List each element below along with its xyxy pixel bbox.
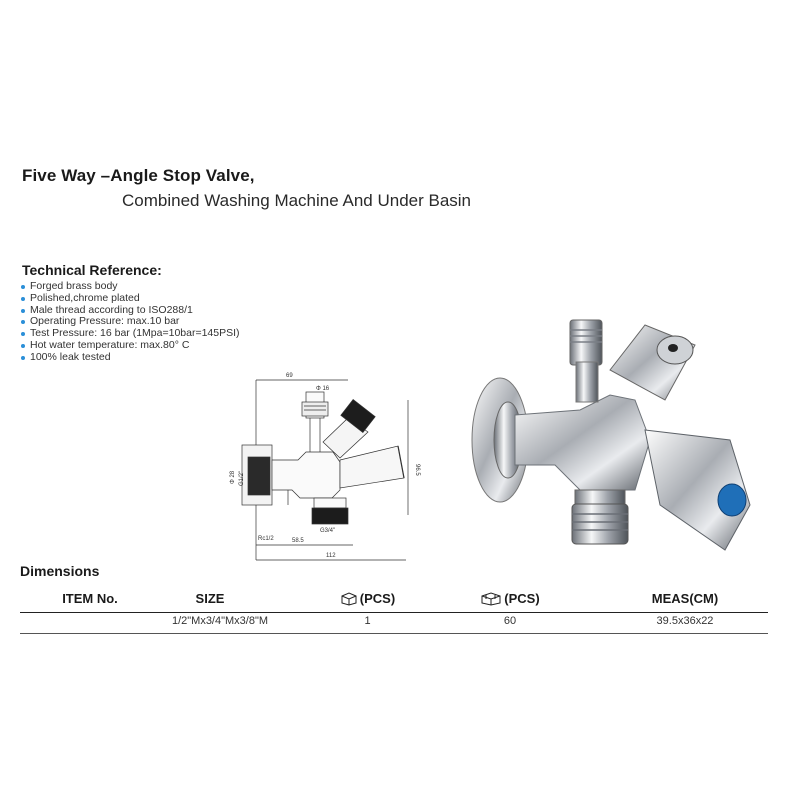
product-subtitle: Combined Washing Machine And Under Basin bbox=[122, 191, 472, 210]
inner-box-icon bbox=[340, 591, 358, 606]
dimensions-heading: Dimensions bbox=[20, 563, 100, 579]
dim-bottom-thread: G3/4" bbox=[320, 528, 336, 534]
technical-drawing bbox=[228, 360, 438, 570]
header-meas: MEAS(CM) bbox=[651, 591, 719, 606]
dim-height: 96.5 bbox=[414, 464, 420, 476]
bullet-icon bbox=[21, 285, 25, 289]
cell-size: 1/2"Mx3/4"Mx3/8"M bbox=[171, 615, 269, 627]
product-photo bbox=[460, 300, 760, 565]
dim-top-thread: Φ 16 bbox=[316, 386, 330, 392]
bullet-icon bbox=[21, 344, 25, 348]
bullet-icon bbox=[21, 297, 25, 301]
header-inner-pcs: (PCS) bbox=[330, 591, 405, 606]
header-outer-pcs: (PCS) bbox=[470, 591, 550, 606]
spec-item: Hot water temperature: max.80° C bbox=[20, 340, 240, 352]
dim-mid: 58.5 bbox=[292, 538, 304, 544]
table-rule-top bbox=[20, 612, 768, 613]
bullet-icon bbox=[21, 332, 25, 336]
cell-inner-pcs: 1 bbox=[364, 615, 371, 627]
header-size: SIZE bbox=[195, 591, 225, 606]
cell-outer-pcs: 60 bbox=[503, 615, 517, 627]
bullet-icon bbox=[21, 309, 25, 313]
dimensions-table-header bbox=[20, 589, 768, 611]
bullet-icon bbox=[21, 320, 25, 324]
outer-box-icon bbox=[480, 591, 502, 606]
technical-reference-heading: Technical Reference: bbox=[22, 262, 162, 278]
table-row bbox=[20, 615, 768, 631]
spec-item: Operating Pressure: max.10 bar bbox=[20, 316, 240, 328]
dim-total: 112 bbox=[326, 553, 336, 559]
cell-meas: 39.5x36x22 bbox=[656, 615, 714, 627]
dim-left-thread: G1/2" bbox=[239, 470, 245, 486]
product-title: Five Way –Angle Stop Valve, bbox=[22, 166, 255, 185]
header-item-no: ITEM No. bbox=[62, 591, 118, 606]
bullet-icon bbox=[21, 356, 25, 360]
spec-item: 100% leak tested bbox=[20, 352, 240, 364]
spec-item: Polished,chrome plated bbox=[20, 293, 240, 305]
dim-top-width: 69 bbox=[286, 373, 293, 379]
dim-bottom-left: Rc1/2 bbox=[258, 536, 274, 542]
spec-item: Forged brass body bbox=[20, 281, 240, 293]
spec-item: Test Pressure: 16 bar (1Mpa=10bar=145PSI) bbox=[20, 328, 240, 340]
technical-reference-list bbox=[20, 281, 240, 364]
spec-item: Male thread according to ISO288/1 bbox=[20, 305, 240, 317]
table-rule-bottom bbox=[20, 633, 768, 634]
dim-left-dia: Φ 28 bbox=[230, 470, 236, 484]
